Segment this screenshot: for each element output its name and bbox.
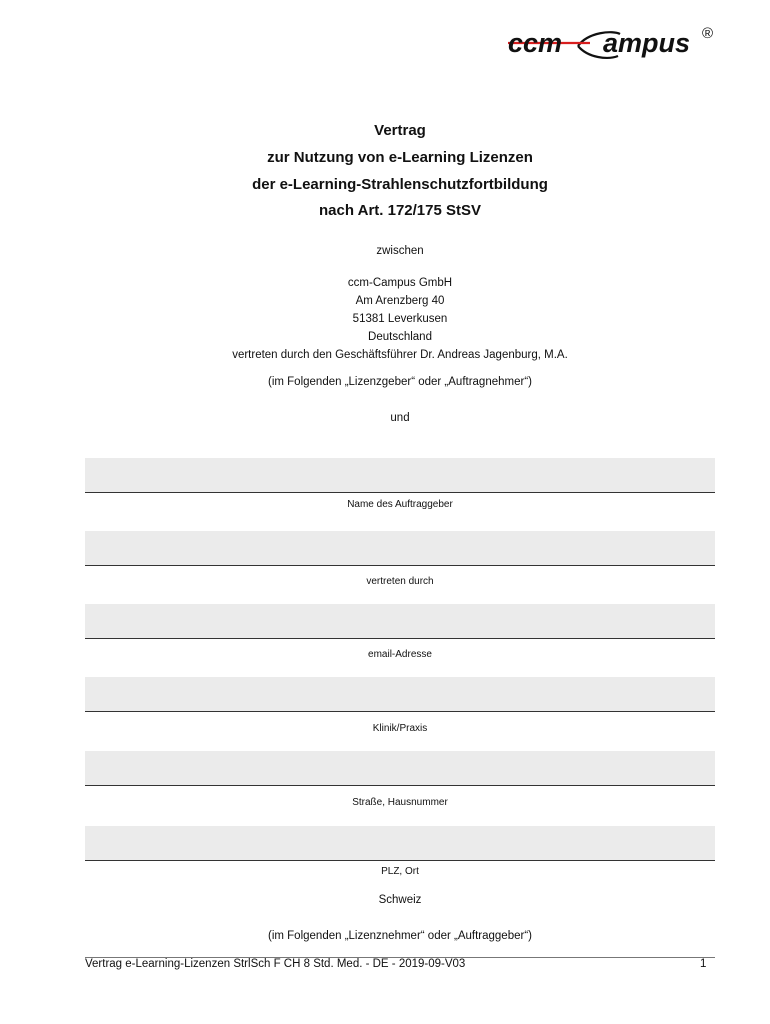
postal-city-field[interactable]: [85, 826, 715, 861]
representative-field-label: vertreten durch: [366, 576, 434, 587]
email-field[interactable]: [85, 604, 715, 639]
title-line-2: zur Nutzung von e-Learning Lizenzen: [267, 149, 533, 166]
licensor-city: 51381 Leverkusen: [352, 313, 448, 325]
licensor-representative: vertreten durch den Geschäftsführer Dr. Andreas Jagenburg, M.A.: [232, 349, 568, 361]
clinic-field-label: Klinik/Praxis: [372, 723, 428, 734]
street-field-label: Straße, Hausnummer: [352, 797, 448, 808]
logo-registered: ®: [702, 25, 714, 42]
postal-city-field-label: PLZ, Ort: [381, 866, 419, 877]
logo-text-right: ampus: [603, 28, 691, 58]
footer-doc-id: Vertrag e-Learning-Lizenzen StrlSch F CH 8 Std. Med. - DE - 2019-09-V03: [85, 958, 466, 970]
title-line-4: nach Art. 172/175 StSV: [318, 202, 482, 219]
street-field[interactable]: [85, 751, 715, 786]
name-field[interactable]: [85, 458, 715, 493]
licensor-country: Deutschland: [368, 331, 432, 343]
logo-text-left: ccm: [508, 28, 563, 58]
name-field-label: Name des Auftraggeber: [347, 499, 453, 510]
title-line-3: der e-Learning-Strahlenschutzfortbildung: [252, 176, 548, 193]
between-text: zwischen: [376, 245, 424, 257]
licensor-company: ccm-Campus GmbH: [347, 277, 453, 289]
licensor-role-note: (im Folgenden „Lizenzgeber“ oder „Auftragnehmer“): [268, 376, 532, 388]
and-text: und: [390, 412, 410, 424]
licensee-role-note: (im Folgenden „Lizenznehmer“ oder „Auftraggeber“): [268, 930, 532, 942]
licensor-street: Am Arenzberg 40: [355, 295, 445, 307]
representative-field[interactable]: [85, 531, 715, 566]
ccm-campus-logo-icon: [508, 22, 723, 62]
licensee-country: Schweiz: [378, 894, 422, 906]
ccm-campus-logo: [508, 22, 723, 62]
email-field-label: email-Adresse: [368, 649, 432, 660]
footer-page-number: 1: [700, 958, 707, 970]
clinic-field[interactable]: [85, 677, 715, 712]
title-line-1: Vertrag: [374, 122, 426, 139]
